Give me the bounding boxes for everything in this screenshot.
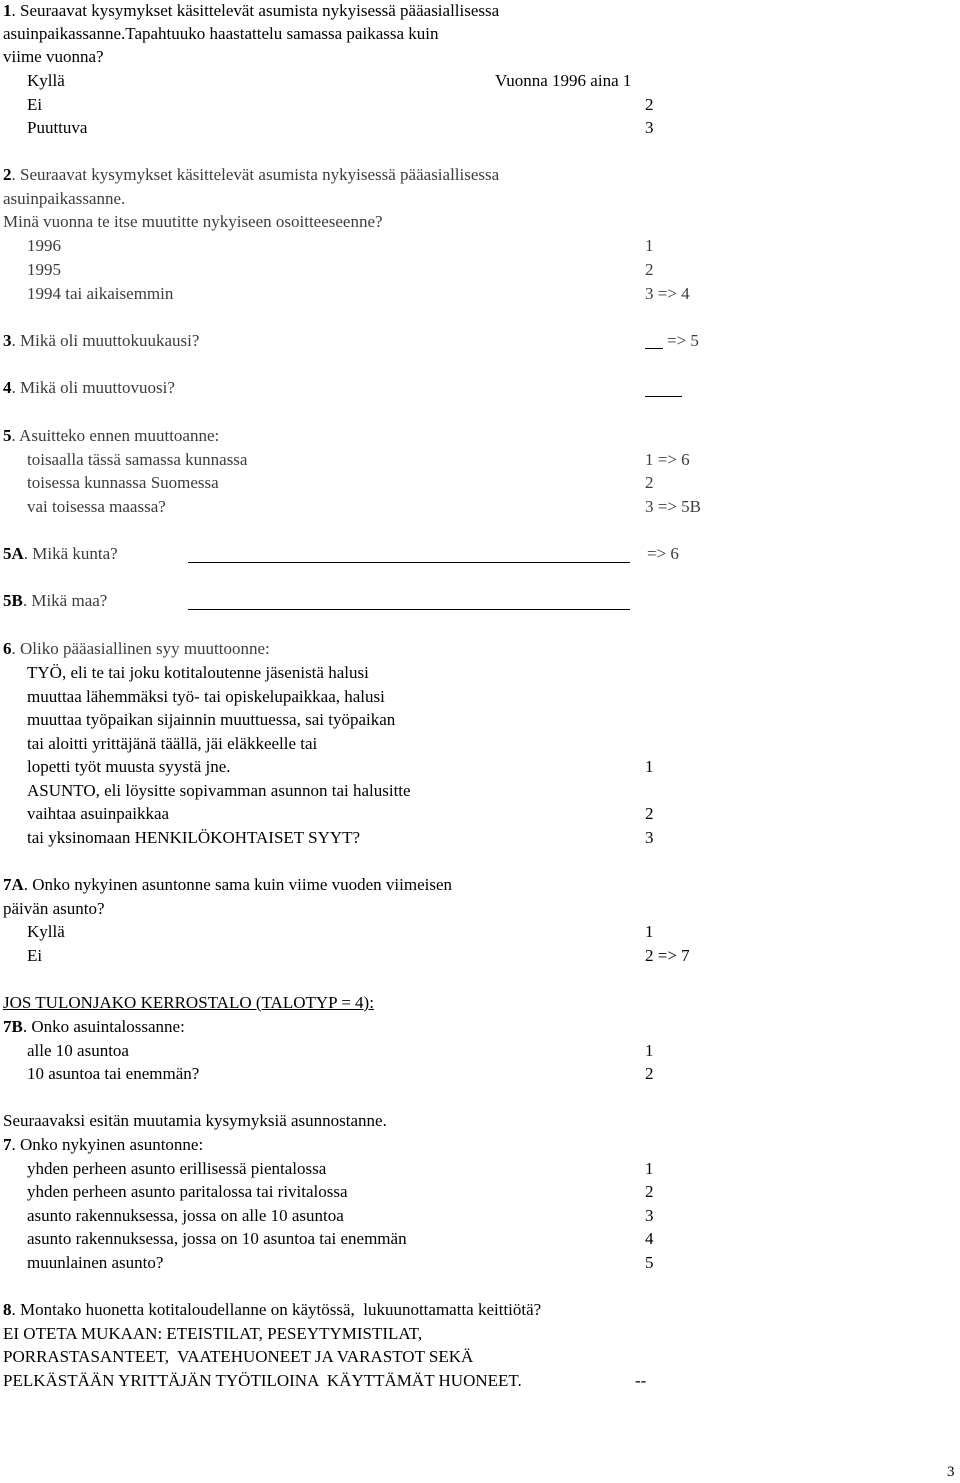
q6-option-code: 2 [645,804,654,823]
q7-option-label: yhden perheen asunto paritalossa tai rivitalossa [27,1182,348,1201]
q1-line-3: viime vuonna? [3,47,104,66]
q3-code: => 5 [667,331,699,350]
q5b-answer-blank [188,609,630,610]
q2-number: 2 [3,165,12,184]
q3-answer-blank [645,348,663,349]
q2-line-3: Minä vuonna te itse muutitte nykyiseen osoitteeseenne? [3,212,383,231]
q7-option-code: 3 [645,1206,654,1225]
q7b-option-code: 2 [645,1064,654,1083]
q1-option-code: Vuonna 1996 aina 1 [495,71,632,90]
q2-option-code: 2 [645,260,654,279]
q7-option-code: 4 [645,1229,654,1248]
q1-number: 1 [3,1,12,20]
q5-option-label: toisaalla tässä samassa kunnassa [27,450,248,469]
q7a-line-2: päivän asunto? [3,899,105,918]
q5-option-code: 1 => 6 [645,450,690,469]
q7b-option-label: alle 10 asuntoa [27,1041,129,1060]
q5-option-code: 3 => 5B [645,497,702,516]
q5a-code: => 6 [647,544,679,563]
q7a-option-label: Kyllä [27,922,65,941]
q7-text: . Onko nykyinen asuntonne: [11,1135,204,1154]
q5b-number: 5B [3,591,23,610]
q5-number: 5 [3,426,12,445]
q2-option-code: 1 [645,236,654,255]
q6-line [3,638,270,660]
q8-number: 8 [3,1300,12,1319]
q1-option-label: Kyllä [27,71,65,90]
q1-option-code: 2 [645,95,654,114]
q7b-option-code: 1 [645,1041,654,1060]
q7b-line [3,1016,185,1038]
q7-option-code: 2 [645,1182,654,1201]
q8-instruction-line: EI OTETA MUKAAN: ETEISTILAT, PESEYTYMISTILAT, [3,1324,423,1343]
q6-number: 6 [3,639,12,658]
q4-number: 4 [3,378,12,397]
q8-answer-code: -- [635,1371,647,1390]
q1-line-2: asuinpaikassanne.Tapahtuuko haastattelu samassa paikassa kuin [3,24,439,43]
q2-option-code: 3 => 4 [645,284,690,303]
q7a-option-label: Ei [27,946,43,965]
q6-reason-line: tai aloitti yrittäjänä täällä, jäi eläkkeelle tai [27,734,318,753]
q2-line-1 [3,164,499,186]
page-number: 3 [947,1464,955,1480]
q1-text: . Seuraavat kysymykset käsittelevät asumista nykyisessä pääasiallisessa [11,1,500,20]
q4-text: . Mikä oli muuttovuosi? [11,378,175,397]
q7a-option-code: 1 [645,922,654,941]
q6-option-code: 1 [645,757,654,776]
q5-option-label: toisessa kunnassa Suomessa [27,473,219,492]
q1-option-code: 3 [645,118,654,137]
q8-instruction-line: PORRASTASANTEET, VAATEHUONEET JA VARASTOT SEKÄ [3,1347,474,1366]
q2-option-label: 1996 [27,236,61,255]
q7-option-label: muunlainen asunto? [27,1253,164,1272]
q6-reason-line: muuttaa lähemmäksi työ- tai opiskelupaikkaa, halusi [27,687,385,706]
q5a-text: . Mikä kunta? [23,544,118,563]
q6-text: . Oliko pääasiallinen syy muuttoonne: [11,639,270,658]
q7-option-label: asunto rakennuksessa, jossa on 10 asuntoa tai enemmän [27,1229,407,1248]
q7b-number: 7B [3,1017,23,1036]
q3-text: . Mikä oli muuttokuukausi? [11,331,200,350]
q7-line [3,1134,203,1156]
q4-line [3,377,175,399]
q5a-line [3,543,118,565]
q2-option-label: 1994 tai aikaisemmin [27,284,174,303]
q6-reason-line: muuttaa työpaikan sijainnin muuttuessa, sai työpaikan [27,710,396,729]
q7-number: 7 [3,1135,12,1154]
q8-line [3,1299,541,1321]
q5-line [3,425,219,447]
q7-option-code: 5 [645,1253,654,1272]
q5a-answer-blank [188,562,630,563]
q7a-number: 7A [3,875,24,894]
q1-option-label: Ei [27,95,43,114]
q5b-text: . Mikä maa? [22,591,108,610]
q8-instruction-line: PELKÄSTÄÄN YRITTÄJÄN TYÖTILOINA KÄYTTÄMÄT HUONEET. [3,1371,522,1390]
q5-option-code: 2 [645,473,654,492]
q2-text: . Seuraavat kysymykset käsittelevät asumista nykyisessä pääasiallisessa [11,165,500,184]
q7a-line-1 [3,874,452,896]
q1-line-1 [3,0,499,22]
q5a-number: 5A [3,544,24,563]
q5-option-label: vai toisessa maassa? [27,497,166,516]
q5-text: . Asuitteko ennen muuttoanne: [11,426,220,445]
q3-number: 3 [3,331,12,350]
q7-option-code: 1 [645,1159,654,1178]
q7b-text: . Onko asuintalossanne: [22,1017,185,1036]
section-intro: Seuraavaksi esitän muutamia kysymyksiä asunnostanne. [3,1111,387,1130]
q6-reason-line: tai yksinomaan HENKILÖKOHTAISET SYYT? [27,828,361,847]
q2-option-label: 1995 [27,260,61,279]
q1-option-label: Puuttuva [27,118,88,137]
q6-option-code: 3 [645,828,654,847]
q6-reason-line: TYÖ, eli te tai joku kotitaloutenne jäsenistä halusi [27,663,369,682]
q4-answer-blank [645,396,682,397]
q7a-text: . Onko nykyinen asuntonne sama kuin viime vuoden viimeisen [23,875,453,894]
q7b-option-label: 10 asuntoa tai enemmän? [27,1064,200,1083]
q5b-line [3,590,107,612]
q8-text: . Montako huonetta kotitaloudellanne on käytössä, lukuunottamatta keittiötä? [11,1300,542,1319]
q6-reason-line: ASUNTO, eli löysitte sopivamman asunnon tai halusitte [27,781,411,800]
q3-line [3,330,199,352]
q6-reason-line: vaihtaa asuinpaikkaa [27,804,170,823]
condition-heading: JOS TULONJAKO KERROSTALO (TALOTYP = 4): [3,993,374,1012]
q6-reason-line: lopetti työt muusta syystä jne. [27,757,231,776]
q7a-option-code: 2 => 7 [645,946,690,965]
q7-option-label: asunto rakennuksessa, jossa on alle 10 asuntoa [27,1206,344,1225]
q2-line-2: asuinpaikassanne. [3,189,126,208]
q7-option-label: yhden perheen asunto erillisessä pientalossa [27,1159,327,1178]
